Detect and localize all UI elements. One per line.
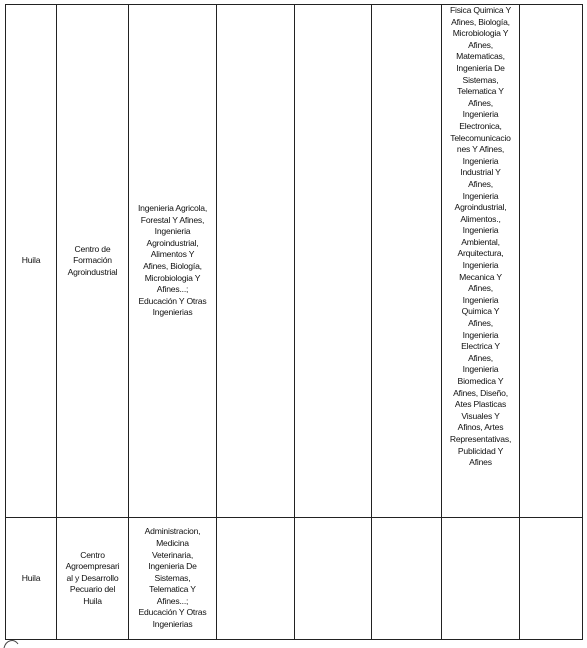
empty-cell — [372, 5, 442, 518]
table-row — [6, 518, 583, 640]
table-row — [6, 5, 583, 518]
related-programs-cell — [442, 518, 520, 640]
empty-cell — [372, 518, 442, 640]
pen-mark — [0, 636, 30, 648]
empty-cell — [295, 518, 372, 640]
programs-cell: Administracion, Medicina Veterinaria, Ingenieria De Sistemas, Telematica Y Afines...; Educación Y Otras Ingenierias — [129, 518, 217, 640]
related-programs-cell: Fisica Quimica Y Afines, Biología, Microbiologia Y Afines, Matematicas, Ingenieria De Sistemas, Telematica Y Afines, Ingenieria Electronica, Telecomunicacio nes Y Afines, Ingenieria Industrial Y Afines, Ingenieria Agroindustrial, Alimentos., Ingenieria Ambiental, Arquitectura, Ingenieria Mecanica Y Afines, Ingenieria Quimica Y Afines, Ingenieria Electrica Y Afines, Ingenieria Biomedica Y Afines, Diseño, Ates Plasticas Visuales Y Afinos, Artes Representativas, Publicidad Y Afines — [442, 5, 520, 518]
empty-cell — [217, 518, 295, 640]
department-cell: Huila — [6, 518, 57, 640]
department-cell: Huila — [6, 5, 57, 518]
programs-table — [5, 4, 583, 640]
empty-cell — [520, 5, 583, 518]
empty-cell — [217, 5, 295, 518]
programs-cell: Ingenieria Agricola, Forestal Y Afines, Ingenieria Agroindustrial, Alimentos Y Afines, Biología, Microbiologia Y Afines...; Educación Y Otras Ingenierias — [129, 5, 217, 518]
training-center-cell: Centro de Formación Agroindustrial — [57, 5, 129, 518]
empty-cell — [295, 5, 372, 518]
training-center-cell: Centro Agroempresari al y Desarrollo Pecuario del Huila — [57, 518, 129, 640]
empty-cell — [520, 518, 583, 640]
